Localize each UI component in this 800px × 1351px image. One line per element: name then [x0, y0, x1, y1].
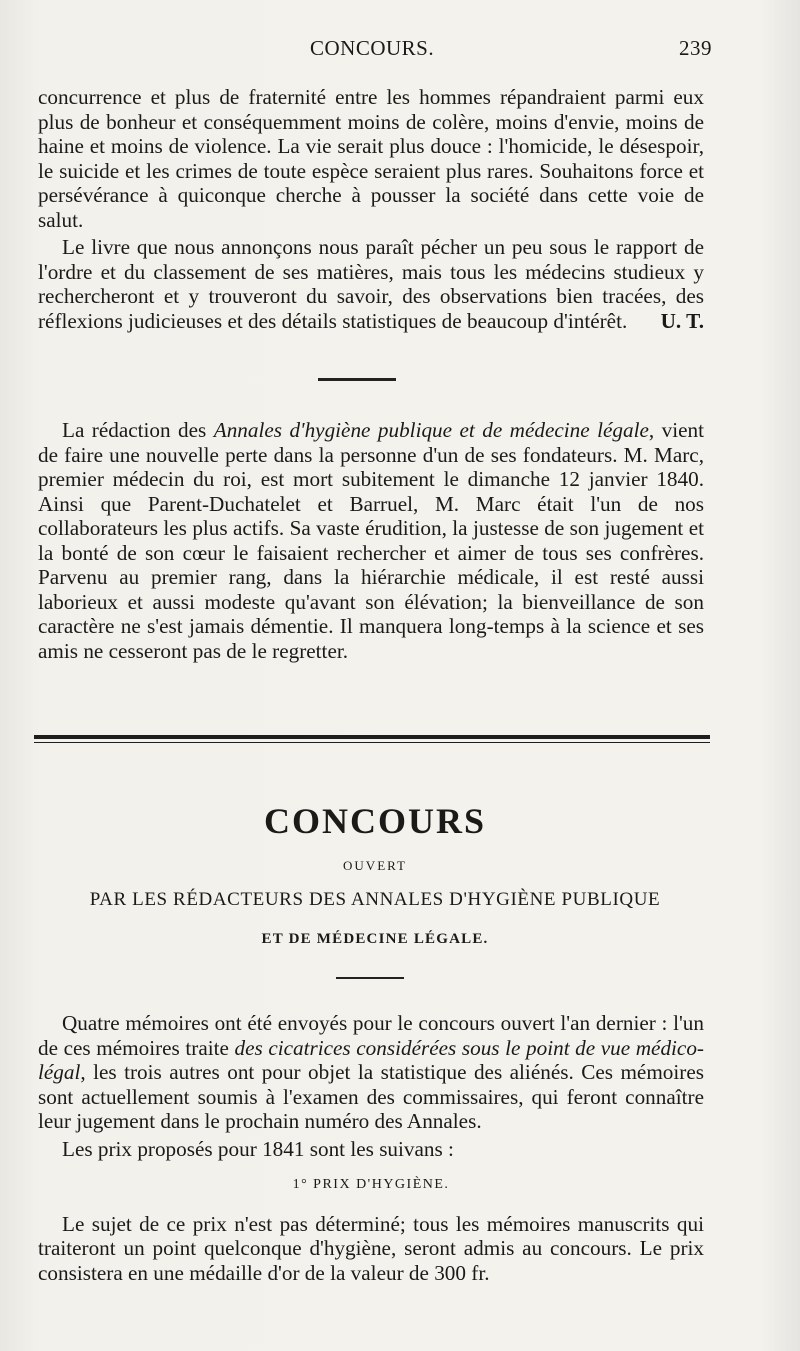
- memoir-topic: des cicatrices considérées sous le point de vue médico-légal: [38, 1035, 704, 1084]
- review-paragraph-2-text: Le livre que nous annonçons nous paraît pécher un peu sous le rapport de l'ordre et du classement de ses matières, mais tous les médecins studieux y rechercheront et y trouveront du savoir, des observations bien tracées, des réflexions judicieuses et des détails statistiques de beaucoup d'intérêt.: [38, 235, 704, 333]
- organizers-line-1: PAR LES RÉDACTEURS DES ANNALES D'HYGIÈNE PUBLIQUE: [89, 889, 661, 910]
- concours-paragraph-1-lead: Quatre mémoires ont été envoyés pour le concours ouvert l'an dernier : l'un de ces mémoires traite: [38, 1011, 704, 1060]
- rule-thick: [34, 735, 710, 739]
- obituary-lead: La rédaction des: [62, 418, 214, 442]
- concours-paragraph-1-rest: , les trois autres ont pour objet la statistique des aliénés. Ces mémoires sont actuellement soumis à l'examen des commissaires, qui feront connaître leur jugement dans le prochain numéro des Annales.: [38, 1060, 704, 1133]
- section-double-rule: [34, 735, 710, 743]
- signature: U. T.: [660, 308, 704, 333]
- journal-title: Annales d'hygiène publique et de médecine légale: [213, 418, 649, 442]
- concours-title: CONCOURS: [263, 801, 486, 841]
- concours-paragraph-1: [38, 1011, 704, 1134]
- obituary-paragraph: [38, 418, 704, 663]
- organizers-line-2: ET DE MÉDECINE LÉGALE.: [261, 931, 489, 947]
- review-section: [38, 85, 704, 333]
- running-head: CONCOURS.: [310, 36, 435, 60]
- page-number: 239: [679, 36, 712, 60]
- prize-heading: 1° PRIX D'HYGIÈNE.: [292, 1177, 450, 1192]
- rule-thin: [34, 742, 710, 743]
- review-paragraph-2: [38, 235, 704, 333]
- concours-paragraph-2: Les prix proposés pour 1841 sont les suivans :: [62, 1136, 454, 1161]
- obituary-section: [38, 418, 704, 663]
- ouvert-line: OUVERT: [343, 858, 407, 873]
- short-divider: [318, 378, 396, 381]
- concours-paragraph-3: Le sujet de ce prix n'est pas déterminé; tous les mémoires manuscrits qui traiteront un point quelconque d'hygiène, seront admis au concours. Le prix consistera en une médaille d'or de la valeur de 300 fr.: [38, 1211, 704, 1285]
- concours-body: [38, 1011, 704, 1285]
- short-divider-2: [336, 977, 404, 979]
- review-paragraph-1: concurrence et plus de fraternité entre les hommes répandraient parmi eux plus de bonheur et conséquemment moins de colère, moins d'envie, moins de haine et moins de violence. La vie serait plus douce : l'homicide, le désespoir, le suicide et les crimes de toute espèce seraient plus rares. Souhaitons force et persévérance à quiconque cherche à pousser la société dans cette voie de salut.: [38, 85, 704, 232]
- obituary-text: , vient de faire une nouvelle perte dans la personne d'un de ses fondateurs. M. Marc, premier médecin du roi, est mort subitement le dimanche 12 janvier 1840. Ainsi que Parent-Duchatelet et Barruel, M. Marc était l'un de nos collaborateurs les plus actifs. Sa vaste érudition, la justesse de son jugement et la bonté de son cœur le faisaient rechercher et aimer de tous ses confrères. Parvenu au premier rang, dans la hiérarchie médicale, il est resté aussi laborieux et aussi modeste qu'avant son élévation; la bienveillance de son caractère ne s'est jamais démentie. Il manquera long-temps à la science et ses amis ne cesseront pas de le regretter.: [38, 418, 704, 663]
